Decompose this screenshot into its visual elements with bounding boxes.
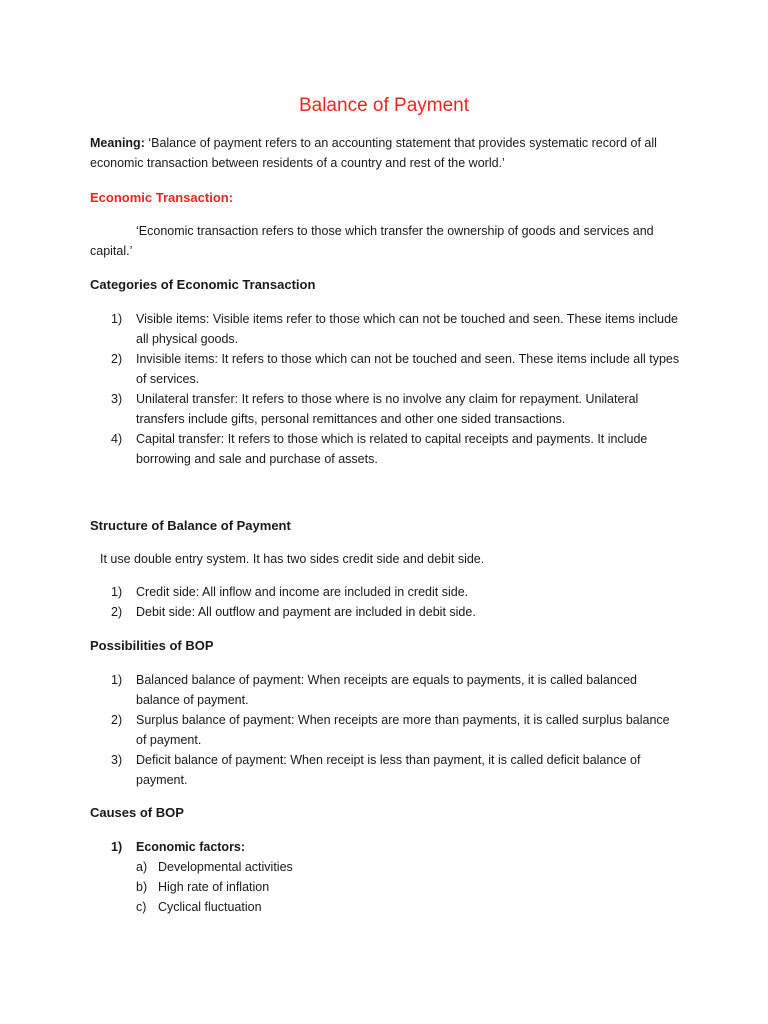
list-text: Capital transfer: It refers to those which is related to capital receipts and payments. It include borrowing and sale and purchase of assets. bbox=[136, 432, 648, 466]
list-item bbox=[90, 602, 680, 622]
causes-heading: Causes of BOP bbox=[90, 805, 184, 820]
list-item bbox=[90, 582, 680, 602]
list-item bbox=[112, 857, 293, 877]
meaning-text: ‘Balance of payment refers to an accounting statement that provides systematic record of all economic transaction between residents of a country and rest of the world.’ bbox=[90, 136, 657, 170]
list-text: Developmental activities bbox=[158, 860, 293, 874]
list-item bbox=[112, 897, 293, 917]
list-number: 1) bbox=[111, 585, 123, 599]
list-text: Economic factors: bbox=[136, 840, 246, 854]
list-letter: c) bbox=[136, 900, 147, 914]
list-text: Visible items: Visible items refer to those which can not be touched and seen. These items include all physical goods. bbox=[136, 312, 678, 346]
list-number: 3) bbox=[111, 753, 123, 767]
list-item bbox=[90, 750, 680, 790]
list-item bbox=[90, 670, 680, 710]
list-number: 3) bbox=[111, 392, 123, 406]
list-item bbox=[90, 837, 680, 857]
list-text: Deficit balance of payment: When receipt is less than payment, it is called deficit balance of payment. bbox=[136, 753, 641, 787]
list-number: 2) bbox=[111, 605, 123, 619]
meaning-paragraph bbox=[90, 133, 680, 173]
list-text: Balanced balance of payment: When receipts are equals to payments, it is called balanced balance of payment. bbox=[136, 673, 637, 707]
structure-list bbox=[90, 582, 680, 622]
list-letter: b) bbox=[136, 880, 148, 894]
list-item bbox=[90, 309, 680, 349]
list-item bbox=[90, 429, 680, 469]
list-text: High rate of inflation bbox=[158, 880, 270, 894]
economic-transaction-text: ‘Economic transaction refers to those which transfer the ownership of goods and services and capital.’ bbox=[90, 224, 654, 258]
list-number: 4) bbox=[111, 432, 123, 446]
list-number: 1) bbox=[111, 840, 123, 854]
categories-heading: Categories of Economic Transaction bbox=[90, 277, 316, 292]
structure-text: It use double entry system. It has two sides credit side and debit side. bbox=[100, 552, 485, 566]
list-item bbox=[112, 877, 293, 897]
structure-heading: Structure of Balance of Payment bbox=[90, 518, 291, 533]
list-number: 1) bbox=[111, 673, 123, 687]
causes-sublist bbox=[112, 857, 293, 917]
list-number: 1) bbox=[111, 312, 123, 326]
list-item bbox=[90, 389, 680, 429]
meaning-label: Meaning: bbox=[90, 136, 145, 150]
list-number: 2) bbox=[111, 713, 123, 727]
list-number: 2) bbox=[111, 352, 123, 366]
list-text: Surplus balance of payment: When receipts are more than payments, it is called surplus balance of payment. bbox=[136, 713, 670, 747]
list-item bbox=[90, 710, 680, 750]
list-text: Debit side: All outflow and payment are included in debit side. bbox=[136, 605, 476, 619]
list-text: Credit side: All inflow and income are included in credit side. bbox=[136, 585, 469, 599]
possibilities-list bbox=[90, 670, 680, 790]
list-text: Unilateral transfer: It refers to those where is no involve any claim for repayment. Unilateral transfers include gifts, personal remittances and other one sided transactions. bbox=[136, 392, 639, 426]
list-text: Cyclical fluctuation bbox=[158, 900, 262, 914]
list-text: Invisible items: It refers to those which can not be touched and seen. These items include all types of services. bbox=[136, 352, 680, 386]
document-title: Balance of Payment bbox=[298, 95, 470, 116]
economic-transaction-heading: Economic Transaction: bbox=[90, 190, 234, 205]
categories-list bbox=[90, 309, 680, 469]
possibilities-heading: Possibilities of BOP bbox=[90, 638, 214, 653]
list-item bbox=[90, 349, 680, 389]
list-letter: a) bbox=[136, 860, 148, 874]
causes-list bbox=[90, 837, 680, 857]
